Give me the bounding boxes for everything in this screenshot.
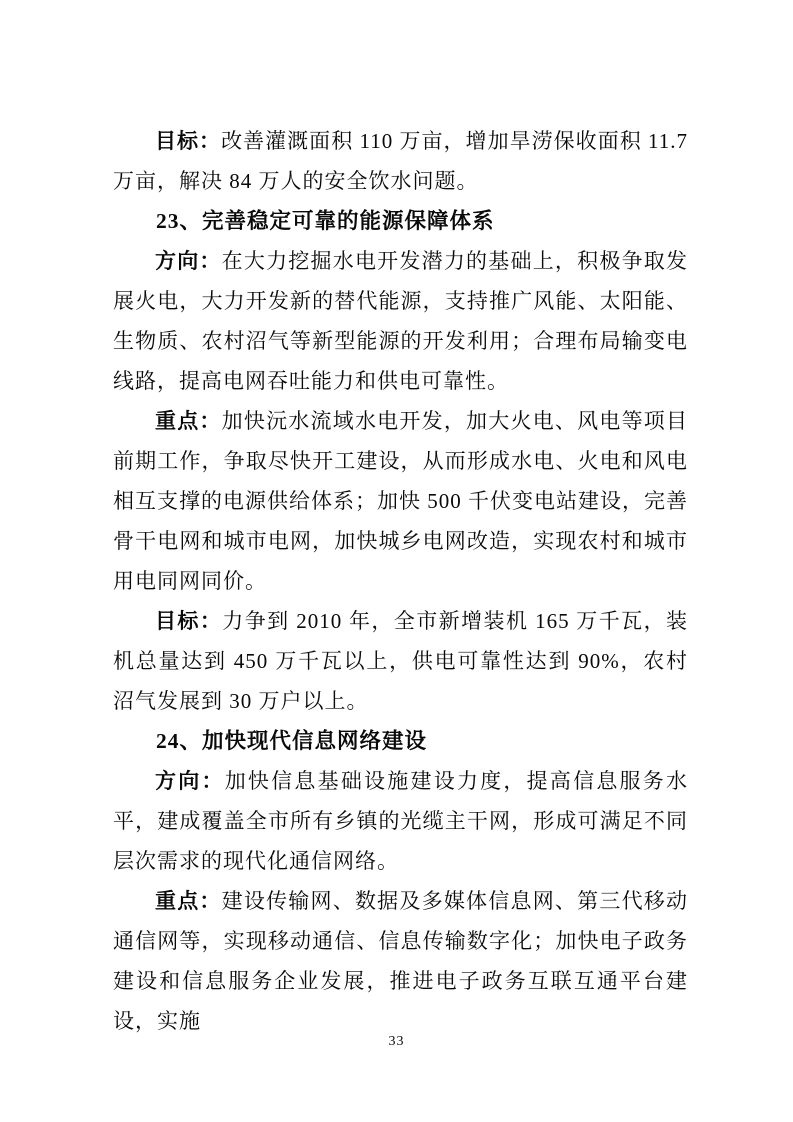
- paragraph-text: 加快信息基础设施建设力度，提高信息服务水平，建成覆盖全市所有乡镇的光缆主干网，形成可满足不同层次需求的现代化通信网络。: [113, 769, 689, 873]
- paragraph-energy-focus: [113, 401, 688, 601]
- heading-section-24: 24、加快现代信息网络建设: [156, 729, 428, 753]
- paragraph-info-direction: [113, 761, 688, 881]
- paragraph-text: 在大力挖掘水电开发潜力的基础上，积极争取发展火电，大力开发新的替代能源，支持推广风能、太阳能、生物质、农村沼气等新型能源的开发利用；合理布局输变电线路，提高电网吞吐能力和供电可靠性。: [113, 249, 689, 393]
- paragraph-lead-focus: 重点：: [155, 409, 222, 433]
- paragraph-text: 建设传输网、数据及多媒体信息网、第三代移动通信网等，实现移动通信、信息传输数字化；加快电子政务建设和信息服务企业发展，推进电子政务互联互通平台建设，实施: [113, 889, 689, 1033]
- paragraph-text: 力争到 2010 年，全市新增装机 165 万千瓦，装机总量达到 450 万千瓦以上，供电可靠性达到 90%，农村沼气发展到 30 万户以上。: [113, 609, 688, 713]
- paragraph-info-focus: [113, 881, 688, 1041]
- paragraph-text: 改善灌溉面积 110 万亩，增加旱涝保收面积 11.7 万亩，解决 84 万人的安全饮水问题。: [113, 129, 688, 193]
- paragraph-energy-direction: [113, 241, 688, 401]
- heading-section-23: 23、完善稳定可靠的能源保障体系: [156, 209, 495, 233]
- paragraph-energy-goal: [113, 601, 688, 721]
- document-body: [113, 121, 688, 1041]
- paragraph-lead-goal: 目标：: [155, 609, 223, 633]
- paragraph-irrigation-goal: [113, 121, 688, 201]
- paragraph-lead-direction: 方向：: [155, 769, 225, 793]
- paragraph-lead-goal: 目标：: [155, 129, 222, 153]
- paragraph-lead-direction: 方向：: [155, 249, 222, 273]
- paragraph-lead-focus: 重点：: [155, 889, 222, 913]
- paragraph-text: 加快沅水流域水电开发，加大火电、风电等项目前期工作，争取尽快开工建设，从而形成水电、火电和风电相互支撑的电源供给体系；加快 500 千伏变电站建设，完善骨干电网和城市电网，加快城乡电网改造，实现农村和城市用电同网同价。: [113, 409, 689, 593]
- page-number: 33: [388, 1034, 405, 1049]
